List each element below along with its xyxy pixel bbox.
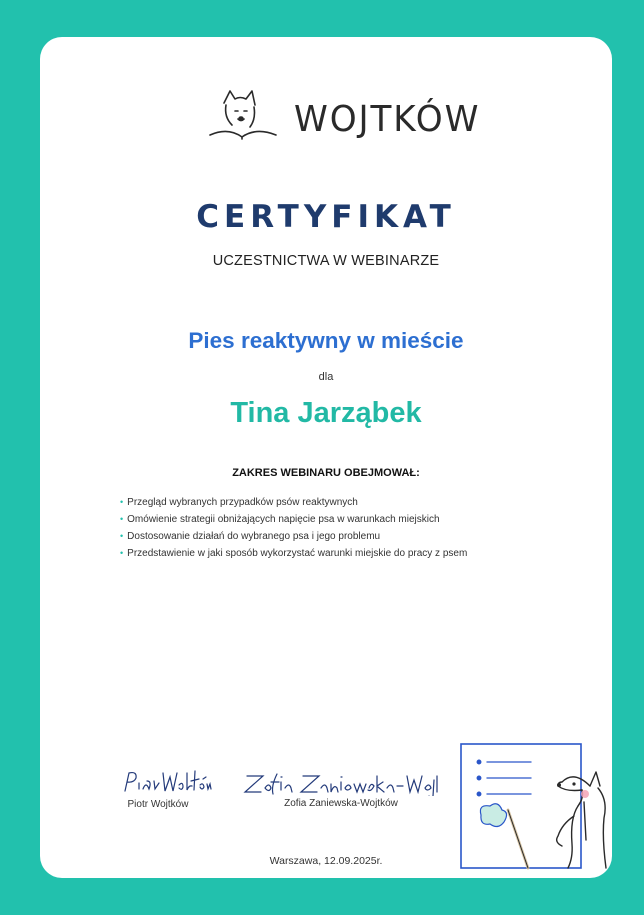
scope-heading: ZAKRES WEBINARU OBEJMOWAŁ: bbox=[232, 467, 420, 479]
bullet-dot-icon: • bbox=[120, 497, 124, 507]
place-date: Warszawa, 12.09.2025r. bbox=[269, 855, 383, 867]
scope-item bbox=[120, 511, 467, 528]
signatory-name-2: Zofia Zaniewska-Wojtków bbox=[284, 798, 398, 809]
scope-item bbox=[120, 528, 467, 545]
recipient-name: Tina Jarząbek bbox=[230, 397, 422, 429]
scope-item bbox=[120, 545, 467, 562]
bullet-dot-icon: • bbox=[120, 514, 124, 524]
scope-item-text: Omówienie strategii obniżających napięcie psa w warunkach miejskich bbox=[127, 514, 440, 525]
bullet-dot-icon: • bbox=[120, 531, 124, 541]
whiteboard-dog-illustration bbox=[458, 740, 608, 880]
certificate-card bbox=[40, 37, 612, 878]
brand-logo bbox=[208, 89, 481, 159]
dog-book-logo-icon bbox=[208, 89, 288, 159]
scope-item-text: Przegląd wybranych przypadków psów reaktywnych bbox=[127, 497, 358, 508]
webinar-title: Pies reaktywny w mieście bbox=[188, 328, 464, 353]
certificate-subtitle: UCZESTNICTWA W WEBINARZE bbox=[212, 253, 440, 269]
bullet-dot-icon: • bbox=[120, 548, 124, 558]
brand-name: WOJTKÓW bbox=[294, 99, 481, 140]
signature-block-2 bbox=[226, 770, 456, 809]
scope-item-text: Dostosowanie działań do wybranego psa i jego problemu bbox=[127, 531, 381, 542]
signatory-name-1: Piotr Wojtków bbox=[127, 799, 189, 810]
for-label: dla bbox=[318, 371, 334, 383]
signature-block-1 bbox=[98, 767, 218, 810]
certificate-title: CERTYFIKAT bbox=[196, 199, 456, 235]
handwritten-signature-1 bbox=[103, 767, 213, 797]
handwritten-signature-2 bbox=[241, 770, 441, 796]
scope-item-text: Przedstawienie w jaki sposób wykorzystać warunki miejskie do pracy z psem bbox=[127, 548, 468, 559]
scope-list bbox=[120, 494, 467, 562]
scope-item bbox=[120, 494, 467, 511]
